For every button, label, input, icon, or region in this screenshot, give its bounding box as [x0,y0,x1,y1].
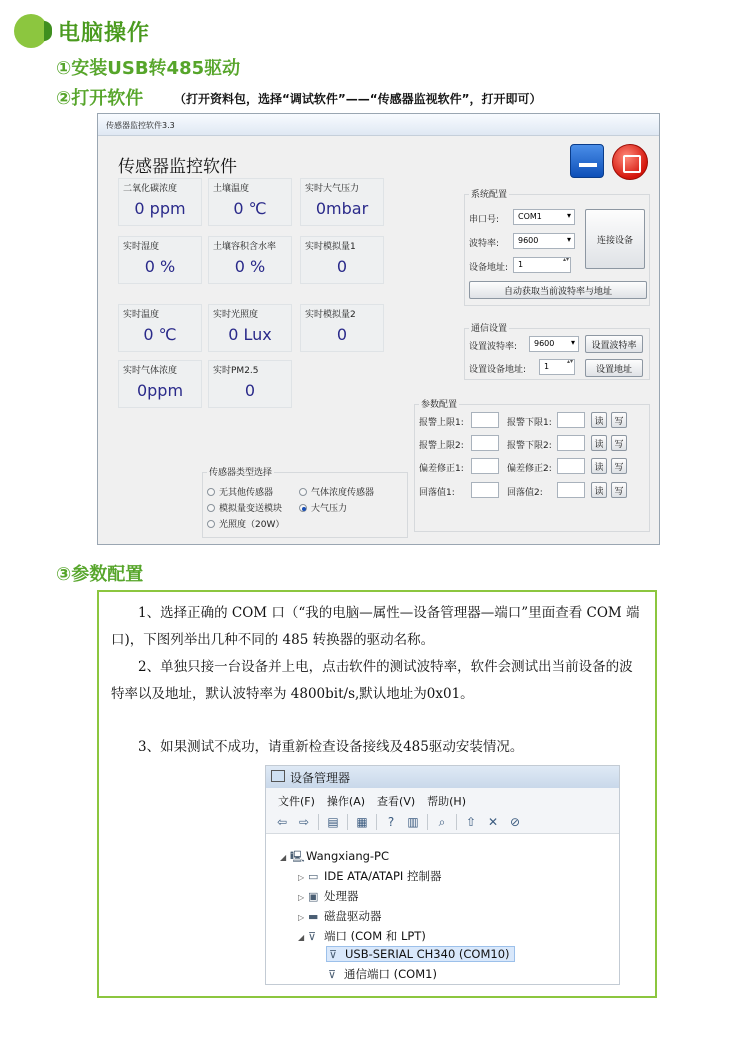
back-arrow-icon[interactable]: ⇦ [276,814,288,829]
radio-option[interactable] [299,485,374,498]
green-circle-icon [14,14,48,48]
param-label: 偏差修正1: [419,464,464,474]
set-baud-button[interactable]: 设置波特率 [585,335,643,353]
minimize-button[interactable] [570,144,604,178]
group-title: 系统配置 [469,187,509,200]
step1-title: ①安装USB转485驱动 [56,58,241,79]
toolbar-separator [456,814,457,830]
ide-controller-icon: ▭ [308,870,319,883]
close-button[interactable] [612,144,648,180]
tile-pressure [300,178,384,226]
menu-file[interactable]: 文件(F) [278,795,315,808]
disable-icon[interactable]: ⊘ [509,814,521,829]
sensor-monitor-window [97,113,660,545]
param-input[interactable] [471,435,499,451]
tree-label: 通信端口 (COM1) [344,967,437,981]
port-icon: ⊽ [328,968,337,981]
tile-value: 0 Lux [228,325,272,344]
radio-icon [299,488,307,496]
tile-label: 实时气体浓度 [123,366,178,376]
toolbar [266,810,619,834]
help-icon[interactable]: ? [387,814,395,829]
tile-value: 0 % [234,257,266,276]
set-address-button[interactable]: 设置地址 [585,359,643,377]
param-label: 偏差修正2: [507,464,552,474]
tree-label: IDE ATA/ATAPI 控制器 [324,869,442,883]
tile-label: 土壤温度 [213,184,250,194]
show-hide-tree-icon[interactable]: ▤ [327,814,339,829]
tile-value: 0 % [144,257,176,276]
instruction-2: 2、单独只接一台设备并上电，点击软件的测试波特率，软件会测试出当前设备的波特率以及地址，默认波特率为 4800bit/s,默认地址为0x01。 [111,659,633,702]
group-title: 传感器类型选择 [207,465,274,478]
tile-label: 实时湿度 [123,242,160,252]
radio-icon [207,504,215,512]
tile-pm25 [208,360,292,408]
view-icon[interactable]: ▥ [407,814,419,829]
section-title: 电脑操作 [58,20,151,46]
uninstall-icon[interactable]: ✕ [487,814,499,829]
radio-icon [207,488,215,496]
sensor-type-group [202,468,408,538]
tree-label: 处理器 [324,889,359,903]
tile-value: 0 [244,381,256,400]
expand-arrow-icon[interactable]: ▷ [298,893,305,902]
write-button[interactable]: 写 [611,458,627,474]
radio-label: 无其他传感器 [219,488,274,498]
collapse-arrow-icon[interactable]: ◢ [280,853,287,862]
window-title: 传感器监控软件3.3 [98,114,659,136]
group-title: 通信设置 [469,321,509,334]
baud-select[interactable]: 9600 ▾ [513,233,575,249]
tile-analog1 [300,236,384,284]
section-header [14,14,150,48]
param-input[interactable] [471,458,499,474]
toolbar-separator [318,814,319,830]
param-label: 回落值2: [507,488,543,498]
param-input[interactable] [557,435,585,451]
step3-title: ③参数配置 [56,564,144,585]
radio-option-selected[interactable] [299,501,347,514]
param-label: 报警下限1: [507,418,552,428]
toolbar-separator [347,814,348,830]
app-heading: 传感器监控软件 [118,157,237,177]
tile-label: 实时模拟量1 [305,242,356,252]
write-button[interactable]: 写 [611,412,627,428]
radio-label: 大气压力 [311,504,348,514]
tile-soil-moisture [208,236,292,284]
update-driver-icon[interactable]: ⇧ [465,814,477,829]
set-address-label: 设置设备地址: [469,365,527,375]
tree-item-com1[interactable] [328,966,437,982]
instruction-3: 3、如果测试不成功，请重新检查设备接线及485驱动安装情况。 [138,739,524,755]
param-input[interactable] [557,482,585,498]
tile-analog2 [300,304,384,352]
tile-illuminance [208,304,292,352]
tree-item-disk[interactable] [298,908,382,924]
tree-label: 磁盘驱动器 [324,909,382,923]
tile-temperature [118,304,202,352]
tile-label: 二氧化碳浓度 [123,184,178,194]
port-select[interactable]: COM1 ▾ [513,209,575,225]
comm-config-group [464,324,650,380]
tree-item-ch340-selected[interactable] [326,946,515,962]
step2-note: （打开资料包，选择“调试软件”——“传感器监视软件”，打开即可） [174,92,542,106]
tile-soil-temp [208,178,292,226]
tree-item-ports[interactable] [298,928,426,944]
menu-bar [266,788,619,810]
tree-label: USB-SERIAL CH340 (COM10) [345,947,510,961]
read-button[interactable]: 读 [591,435,607,451]
read-button[interactable]: 读 [591,482,607,498]
tile-label: 土壤容积含水率 [213,242,277,252]
device-manager-title: 设备管理器 [290,771,351,785]
param-input[interactable] [557,412,585,428]
param-input[interactable] [557,458,585,474]
read-button[interactable]: 读 [591,458,607,474]
tile-humidity [118,236,202,284]
properties-icon[interactable]: ▦ [356,814,368,829]
tree-item-processor[interactable] [298,888,359,904]
scan-hardware-icon[interactable]: ⌕ [438,814,446,829]
connect-button[interactable]: 连接设备 [585,209,645,269]
radio-icon [207,520,215,528]
tile-value: 0 ℃ [233,199,267,218]
instruction-1: 1、选择正确的 COM 口（“我的电脑—属性—设备管理器—端口”里面查看 COM 端口)，下图列举出几种不同的 485 转换器的驱动名称。 [111,605,640,648]
param-label: 报警下限2: [507,441,552,451]
tile-value: 0 ℃ [143,325,177,344]
tile-co2 [118,178,202,226]
tree-item-computer[interactable] [280,848,389,867]
expand-arrow-icon[interactable]: ▷ [298,913,305,922]
set-baud-label: 设置波特率: [469,342,518,352]
tile-gas [118,360,202,408]
tile-value: 0mbar [315,199,369,218]
port-label: 串口号: [469,215,500,225]
disk-drive-icon: ▬ [308,910,319,923]
tile-value: 0 [336,257,348,276]
collapse-arrow-icon[interactable]: ◢ [298,933,305,942]
expand-arrow-icon[interactable]: ▷ [298,873,305,882]
param-label: 报警上限2: [419,441,464,451]
computer-icon: 🖳 [290,850,305,863]
tile-label: 实时大气压力 [305,184,360,194]
tile-label: 实时PM2.5 [213,366,259,376]
tree-label: 端口 (COM 和 LPT) [324,929,426,943]
param-label: 报警上限1: [419,418,464,428]
device-manager-icon [271,770,285,782]
radio-selected-icon [299,504,307,512]
menu-action[interactable]: 操作(A) [326,795,366,808]
radio-option[interactable] [207,501,282,514]
radio-label: 气体浓度传感器 [311,488,375,498]
toolbar-separator [376,814,377,830]
address-label: 设备地址: [469,263,509,273]
system-config-group [464,190,650,306]
tile-value: 0ppm [136,381,184,400]
group-title: 参数配置 [419,397,459,410]
tree-item-ide[interactable] [298,868,441,884]
forward-arrow-icon[interactable]: ⇨ [298,814,310,829]
radio-option[interactable] [207,485,273,498]
address-spinner[interactable]: 1 ▴▾ [513,257,571,273]
write-button[interactable]: 写 [611,482,627,498]
radio-label: 光照度（20W） [219,520,285,530]
tree-label: Wangxiang-PC [306,849,390,863]
param-input[interactable] [471,412,499,428]
tile-label: 实时光照度 [213,310,259,320]
tile-value: 0 ppm [134,199,186,218]
device-manager-titlebar [266,766,619,788]
radio-label: 模拟量变送模块 [219,504,283,514]
port-icon: ⊽ [308,930,317,943]
baud-label: 波特率: [469,239,500,249]
menu-help[interactable]: 帮助(H) [427,795,466,808]
set-address-spinner[interactable]: 1 ▴▾ [539,359,575,375]
tile-label: 实时模拟量2 [305,310,356,320]
param-input[interactable] [471,482,499,498]
write-button[interactable]: 写 [611,435,627,451]
toolbar-separator [427,814,428,830]
radio-option[interactable] [207,517,284,530]
menu-view[interactable]: 查看(V) [377,795,416,808]
step2-title: ②打开软件 [56,88,144,109]
port-icon: ⊽ [329,948,338,961]
param-config-group [414,400,650,532]
processor-icon: ▣ [308,890,319,903]
set-baud-select[interactable]: 9600 ▾ [529,336,579,352]
auto-detect-button[interactable]: 自动获取当前波特率与地址 [469,281,647,299]
tile-value: 0 [336,325,348,344]
tile-label: 实时温度 [123,310,160,320]
read-button[interactable]: 读 [591,412,607,428]
param-label: 回落值1: [419,488,455,498]
device-manager-window [265,765,620,985]
